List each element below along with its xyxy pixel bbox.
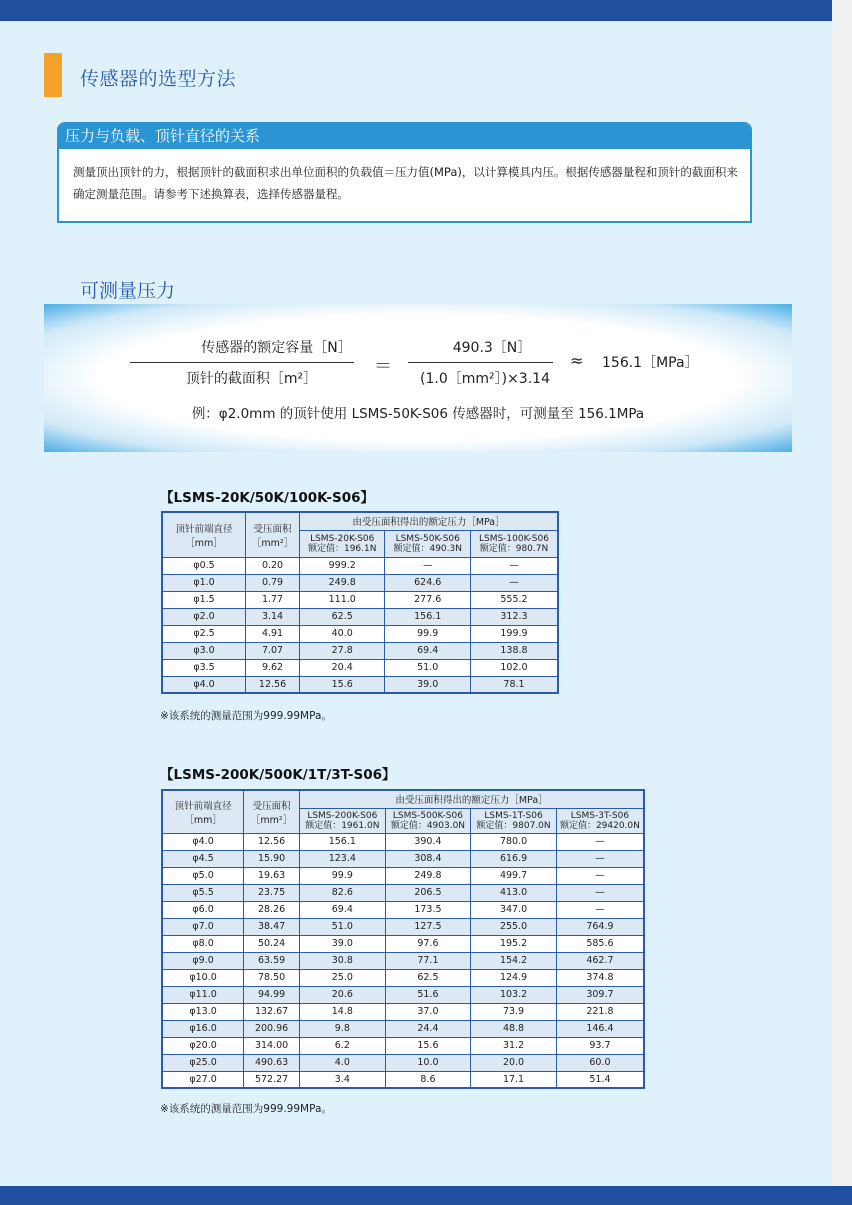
pressure-cell: 69.4	[385, 642, 471, 659]
table-row	[162, 591, 558, 608]
model-header	[300, 808, 386, 833]
table1-title: 【LSMS-20K/50K/100K-S06】	[160, 490, 375, 506]
pressure-cell: 413.0	[471, 884, 557, 901]
formula-result: 156.1［MPa］	[602, 355, 699, 371]
model-rated: 额定值：9807.0N	[476, 820, 551, 831]
model-rated: 额定值：4903.0N	[390, 820, 466, 831]
pressure-cell: 69.4	[300, 901, 386, 918]
area-cell: 50.24	[244, 935, 300, 952]
pressure-cell: 103.2	[471, 986, 557, 1003]
table-row	[162, 850, 644, 867]
area-cell: 15.90	[244, 850, 300, 867]
table-row	[162, 1071, 644, 1088]
pressure-cell: 999.2	[299, 557, 385, 574]
table-row	[162, 659, 558, 676]
table-row	[162, 1054, 644, 1071]
title-accent-bar	[44, 53, 62, 97]
area-cell: 12.56	[246, 676, 300, 693]
pressure-cell: 37.0	[385, 1003, 471, 1020]
pressure-cell: 15.6	[299, 676, 385, 693]
table-row	[162, 986, 644, 1003]
model-header	[470, 530, 558, 557]
pressure-cell: 156.1	[300, 833, 386, 850]
model-name: LSMS-20K-S06	[310, 533, 375, 544]
pressure-cell: 249.8	[385, 867, 471, 884]
model-name: LSMS-200K-S06	[307, 810, 378, 821]
pressure-cell: 102.0	[470, 659, 558, 676]
pressure-cell: 111.0	[299, 591, 385, 608]
bottom-band	[0, 1186, 852, 1205]
pressure-cell: 4.0	[300, 1054, 386, 1071]
table2-title: 【LSMS-200K/500K/1T/3T-S06】	[160, 767, 396, 783]
table-row	[162, 608, 558, 625]
model-name: LSMS-100K-S06	[478, 533, 549, 544]
pressure-cell: 78.1	[470, 676, 558, 693]
pressure-cell: —	[556, 867, 644, 884]
table-row	[162, 867, 644, 884]
pressure-cell: 40.0	[299, 625, 385, 642]
area-cell: 132.67	[244, 1003, 300, 1020]
table-row	[162, 574, 558, 591]
formula-panel	[44, 304, 792, 452]
table-row	[162, 642, 558, 659]
pressure-cell: 462.7	[556, 952, 644, 969]
pressure-cell: 20.0	[471, 1054, 557, 1071]
pressure-cell: 199.9	[470, 625, 558, 642]
model-rated: 额定值：1961.0N	[305, 820, 380, 831]
pressure-cell: 3.4	[300, 1071, 386, 1088]
area-cell: 200.96	[244, 1020, 300, 1037]
pressure-cell: —	[470, 574, 558, 591]
pressure-cell: 14.8	[300, 1003, 386, 1020]
pressure-cell: —	[385, 557, 471, 574]
area-cell: 4.91	[246, 625, 300, 642]
pressure-cell: 206.5	[385, 884, 471, 901]
measure-heading: 可测量压力	[80, 280, 176, 302]
area-cell: 3.14	[246, 608, 300, 625]
pressure-cell: —	[556, 850, 644, 867]
model-name: LSMS-500K-S06	[392, 810, 463, 821]
pressure-cell: 221.8	[556, 1003, 644, 1020]
formula-numerator: 传感器的额定容量［N］	[201, 340, 352, 356]
approx-sign: ≈	[570, 351, 584, 370]
pressure-cell: 39.0	[300, 935, 386, 952]
top-band	[0, 0, 852, 21]
pressure-cell: 124.9	[471, 969, 557, 986]
formula-value-denominator: (1.0［mm²］)×3.14	[420, 371, 550, 387]
area-cell: 94.99	[244, 986, 300, 1003]
pressure-cell: 255.0	[471, 918, 557, 935]
pressure-cell: 99.9	[300, 867, 386, 884]
area-cell: 23.75	[244, 884, 300, 901]
table2-note: ※该系统的测量范围为999.99MPa。	[160, 1103, 332, 1115]
pressure-cell: —	[470, 557, 558, 574]
pressure-cell: 154.2	[471, 952, 557, 969]
model-header	[299, 530, 385, 557]
pressure-cell: 127.5	[385, 918, 471, 935]
area-cell: 0.20	[246, 557, 300, 574]
diameter-cell: φ2.0	[162, 608, 246, 625]
pressure-cell: 15.6	[385, 1037, 471, 1054]
table2	[161, 789, 645, 1089]
diameter-cell: φ10.0	[162, 969, 244, 986]
pressure-cell: 51.0	[385, 659, 471, 676]
header-area: 受压面积［mm²］	[246, 512, 300, 557]
diameter-cell: φ3.0	[162, 642, 246, 659]
formula-value-numerator: 490.3［N］	[452, 340, 532, 356]
diameter-cell: φ5.0	[162, 867, 244, 884]
relation-body: 测量顶出顶针的力，根据顶针的截面积求出单位面积的负载值＝压力值(MPa)，以计算模具内压。根据传感器量程和顶针的截面积来确定测量范围。请参考下述换算表，选择传感器量程。	[73, 165, 738, 201]
pressure-cell: 780.0	[471, 833, 557, 850]
area-cell: 9.62	[246, 659, 300, 676]
table1	[161, 511, 559, 694]
area-cell: 12.56	[244, 833, 300, 850]
table-row	[162, 1020, 644, 1037]
pressure-cell: 20.6	[300, 986, 386, 1003]
pressure-cell: 20.4	[299, 659, 385, 676]
pressure-cell: 347.0	[471, 901, 557, 918]
pressure-cell: 97.6	[385, 935, 471, 952]
area-cell: 0.79	[246, 574, 300, 591]
pressure-cell: 17.1	[471, 1071, 557, 1088]
pressure-cell: 146.4	[556, 1020, 644, 1037]
area-cell: 38.47	[244, 918, 300, 935]
pressure-cell: 25.0	[300, 969, 386, 986]
area-cell: 572.27	[244, 1071, 300, 1088]
pressure-cell: 390.4	[385, 833, 471, 850]
diameter-cell: φ1.5	[162, 591, 246, 608]
table-row	[162, 1003, 644, 1020]
pressure-cell: 27.8	[299, 642, 385, 659]
table-row	[162, 884, 644, 901]
table-row	[162, 625, 558, 642]
pressure-cell: 309.7	[556, 986, 644, 1003]
pressure-cell: 616.9	[471, 850, 557, 867]
pressure-cell: 82.6	[300, 884, 386, 901]
area-cell: 314.00	[244, 1037, 300, 1054]
model-rated: 额定值：980.7N	[479, 543, 549, 554]
pressure-cell: 277.6	[385, 591, 471, 608]
fraction-line	[130, 362, 354, 363]
diameter-cell: φ2.5	[162, 625, 246, 642]
table-row	[162, 969, 644, 986]
pressure-cell: 51.6	[385, 986, 471, 1003]
diameter-cell: φ27.0	[162, 1071, 244, 1088]
area-cell: 19.63	[244, 867, 300, 884]
model-name: LSMS-50K-S06	[395, 533, 460, 544]
pressure-cell: 77.1	[385, 952, 471, 969]
pressure-cell: 9.8	[300, 1020, 386, 1037]
pressure-cell: 8.6	[385, 1071, 471, 1088]
header-rated-pressure: 由受压面积得出的额定压力［MPa］	[299, 512, 558, 530]
diameter-cell: φ4.0	[162, 833, 244, 850]
diameter-cell: φ3.5	[162, 659, 246, 676]
area-cell: 7.07	[246, 642, 300, 659]
pressure-cell: 6.2	[300, 1037, 386, 1054]
pressure-cell: 624.6	[385, 574, 471, 591]
page-edge	[832, 0, 852, 1205]
pressure-cell: 39.0	[385, 676, 471, 693]
model-header	[385, 530, 471, 557]
formula-denominator: 顶针的截面积［m²］	[185, 371, 318, 387]
diameter-cell: φ16.0	[162, 1020, 244, 1037]
model-header	[385, 808, 471, 833]
area-cell: 63.59	[244, 952, 300, 969]
formula-example: 例：φ2.0mm 的顶针使用 LSMS-50K-S06 传感器时，可测量至 156.1MPa	[191, 406, 645, 422]
diameter-cell: φ25.0	[162, 1054, 244, 1071]
pressure-cell: 30.8	[300, 952, 386, 969]
pressure-cell: 48.8	[471, 1020, 557, 1037]
pressure-cell: 499.7	[471, 867, 557, 884]
relation-heading: 压力与负载、顶针直径的关系	[59, 124, 750, 149]
pressure-cell: 51.0	[300, 918, 386, 935]
pressure-cell: 312.3	[470, 608, 558, 625]
pressure-cell: 764.9	[556, 918, 644, 935]
pressure-cell: 249.8	[299, 574, 385, 591]
header-diameter: 顶针前端直径［mm］	[162, 512, 246, 557]
table-row	[162, 952, 644, 969]
model-name: LSMS-1T-S06	[484, 810, 543, 821]
model-header	[471, 808, 557, 833]
pressure-cell: 93.7	[556, 1037, 644, 1054]
pressure-cell: 10.0	[385, 1054, 471, 1071]
table-row	[162, 918, 644, 935]
table-row	[162, 676, 558, 693]
header-area: 受压面积［mm²］	[244, 790, 300, 833]
area-cell: 28.26	[244, 901, 300, 918]
table1-note: ※该系统的测量范围为999.99MPa。	[160, 710, 332, 722]
area-cell: 1.77	[246, 591, 300, 608]
model-rated: 额定值：196.1N	[307, 543, 377, 554]
area-cell: 78.50	[244, 969, 300, 986]
pressure-cell: —	[556, 884, 644, 901]
diameter-cell: φ4.0	[162, 676, 246, 693]
fraction-line-value	[408, 362, 553, 363]
table-row	[162, 557, 558, 574]
relation-panel	[57, 122, 752, 223]
pressure-cell: 60.0	[556, 1054, 644, 1071]
pressure-cell: 308.4	[385, 850, 471, 867]
header-rated-pressure: 由受压面积得出的额定压力［MPa］	[300, 790, 644, 808]
model-rated: 额定值：29420.0N	[559, 820, 640, 831]
area-cell: 490.63	[244, 1054, 300, 1071]
table-row	[162, 935, 644, 952]
pressure-cell: 585.6	[556, 935, 644, 952]
model-rated: 额定值：490.3N	[393, 543, 462, 554]
pressure-cell: —	[556, 901, 644, 918]
diameter-cell: φ11.0	[162, 986, 244, 1003]
diameter-cell: φ1.0	[162, 574, 246, 591]
pressure-cell: —	[556, 833, 644, 850]
pressure-cell: 99.9	[385, 625, 471, 642]
pressure-cell: 173.5	[385, 901, 471, 918]
model-header	[556, 808, 644, 833]
pressure-cell: 138.8	[470, 642, 558, 659]
pressure-cell: 555.2	[470, 591, 558, 608]
table-row	[162, 1037, 644, 1054]
pressure-cell: 62.5	[385, 969, 471, 986]
model-name: LSMS-3T-S06	[570, 810, 630, 821]
diameter-cell: φ4.5	[162, 850, 244, 867]
diameter-cell: φ9.0	[162, 952, 244, 969]
diameter-cell: φ13.0	[162, 1003, 244, 1020]
diameter-cell: φ20.0	[162, 1037, 244, 1054]
pressure-cell: 62.5	[299, 608, 385, 625]
equals-sign: ＝	[374, 356, 392, 377]
pressure-cell: 156.1	[385, 608, 471, 625]
header-diameter: 顶针前端直径［mm］	[162, 790, 244, 833]
pressure-cell: 73.9	[471, 1003, 557, 1020]
pressure-cell: 51.4	[556, 1071, 644, 1088]
diameter-cell: φ0.5	[162, 557, 246, 574]
pressure-cell: 31.2	[471, 1037, 557, 1054]
pressure-cell: 123.4	[300, 850, 386, 867]
pressure-cell: 195.2	[471, 935, 557, 952]
page-title: 传感器的选型方法	[80, 68, 237, 90]
table-row	[162, 901, 644, 918]
diameter-cell: φ7.0	[162, 918, 244, 935]
diameter-cell: φ6.0	[162, 901, 244, 918]
diameter-cell: φ5.5	[162, 884, 244, 901]
pressure-cell: 24.4	[385, 1020, 471, 1037]
table-row	[162, 833, 644, 850]
pressure-cell: 374.8	[556, 969, 644, 986]
diameter-cell: φ8.0	[162, 935, 244, 952]
